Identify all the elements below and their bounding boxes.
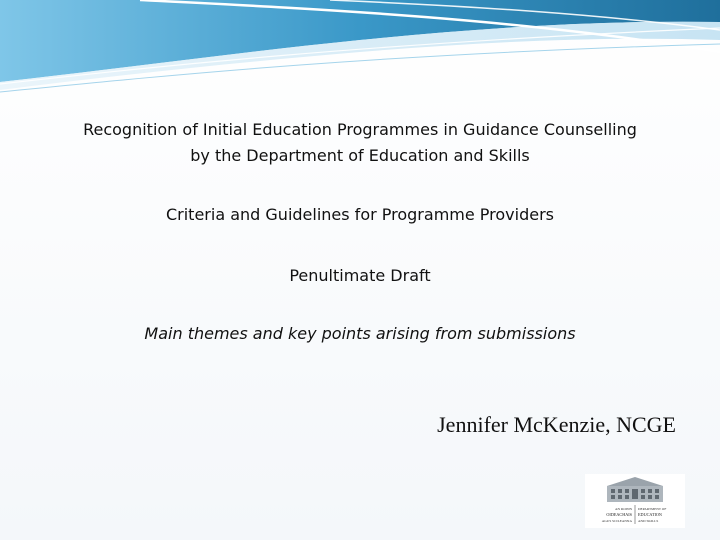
logo-right-line-2: EDUCATION	[638, 512, 662, 517]
logo-right-line-1: DEPARTMENT OF	[638, 507, 667, 511]
slide-title	[0, 117, 720, 169]
department-of-education-building-logo	[585, 474, 685, 528]
author-name: Jennifer McKenzie, NCGE	[437, 412, 676, 437]
criteria-subtitle: Criteria and Guidelines for Programme Providers	[165, 205, 554, 224]
themes-subtitle: Main themes and key points arising from submissions	[144, 324, 576, 343]
logo-right-line-3: AND SKILLS	[638, 519, 659, 523]
draft-label: Penultimate Draft	[289, 266, 431, 285]
header-wave-decoration	[0, 0, 720, 95]
logo-left-line-3: AGUS SCILEANNA	[601, 519, 632, 523]
logo-left-line-1: AN ROINN	[614, 507, 632, 511]
title-line-1: Recognition of Initial Education Programmes in Guidance Counselling	[83, 120, 637, 139]
logo-left-line-2: OIDEACHAIS	[606, 512, 632, 517]
title-line-2: by the Department of Education and Skills	[190, 146, 530, 165]
